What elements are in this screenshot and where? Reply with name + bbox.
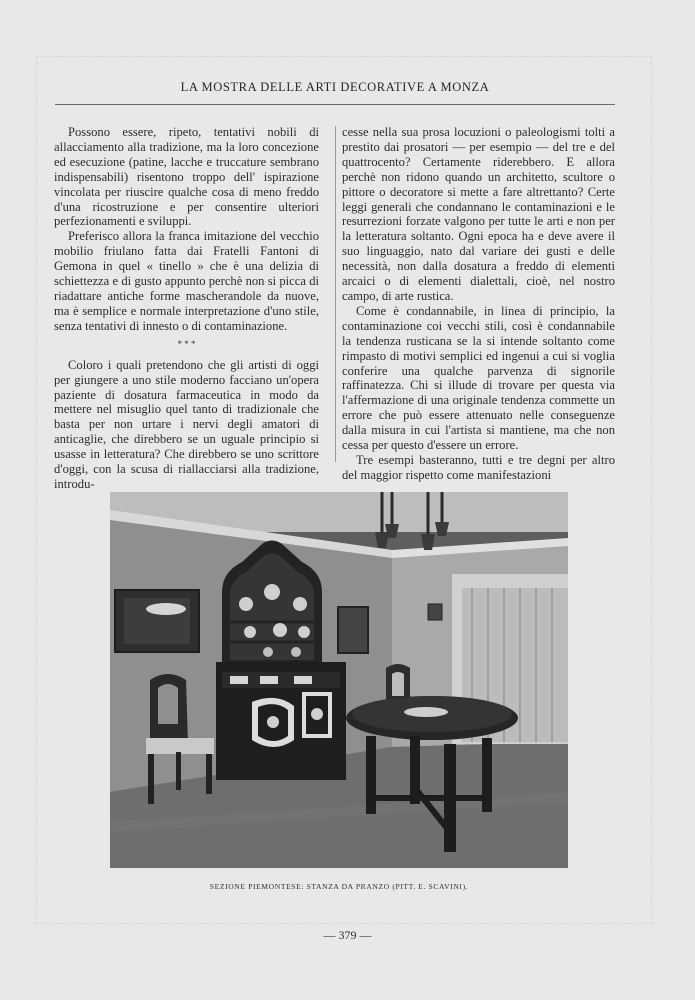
section-asterism — [54, 340, 319, 348]
left-paragraph-2: Preferisco allora la franca imitazione del vecchio mobilio friulano fatta dai Fratelli Fantoni di Gemona in quel « tinello » che è una delizia di schiettezza e di gusto appunto perchè non si picca di riadattare antiche forme mascherandole da nuove, ma è semplice e normale interpretazione d'uno stile, senza tentativi di innesto o di contaminazione. — [54, 229, 319, 333]
header-rule — [55, 104, 615, 105]
left-paragraph-1: Possono essere, ripeto, tentativi nobili di allacciamento alla tradizione, ma la loro concezione ed esecuzione (patine, lacche e truccature sembrano indispensabili) risentono troppo dell' ispirazione vincolata per riuscire qualche cosa di meno freddo d'una ricostruzione e per consentire ulteriori perfezionamenti e sviluppi. — [54, 125, 319, 229]
page-number: — 379 — — [323, 928, 372, 942]
right-continuation: cesse nella sua prosa locuzioni o paleologismi tolti a prestito dai prosatori — per esempio — del tre e del quattrocento? Certamente riderebbero. E allora perchè non ridono quando un architetto, scultore o pittore o decoratore si mette a fare altrettanto? Certe leggi generali che condannano le contaminazioni e le resurrezioni forzate valgono per tutte le arti e non per la letteratura soltanto. Ogni epoca ha e deve avere il suo linguaggio, nato dal variare dei gusti e delle necessità, non dalla dosatura a freddo di elementi arcaici o di elementi dialettali, cioè, nel nostro campo, di arte rustica. — [342, 125, 615, 303]
right-column — [342, 125, 615, 483]
left-column — [54, 125, 319, 492]
asterism-glyph: * * * — [177, 338, 196, 349]
right-paragraph-1: Come è condannabile, in linea di principio, la contaminazione coi vecchi stili, così è condannabile la tendenza rusticana se la si intende soltanto come rimpasto di motivi semplici ed ingenui a cui si voglia conferire una qualche parvenza di signorile raffinatezza. Chi si illude di trovare per questa via l'affermazione di una originale tendenza commette un errore che può essere attenuato nelle conseguenze dalla misura in cui l'artista si mantiene, ma che non cessa per questo d'essere un errore. — [342, 303, 615, 453]
dining-room-illustration — [110, 492, 568, 868]
left-paragraph-3: Coloro i quali pretendono che gli artisti di oggi per giungere a uno stile moderno facciano un'opera paziente di dosatura farmaceutica in modo da mettere nel misuglio quel tanto di tradizionale che basta per non urtare i nervi degli amatori di anticaglie, che direbbero se un uguale principio si usasse in letteratura? Che direbbero se uno scrittore d'oggi, con la scusa di riallacciarsi alla tradizione, introdu- — [54, 357, 319, 491]
right-paragraph-2: Tre esempi basteranno, tutti e tre degni per altro del maggior rispetto come manifestazioni — [342, 452, 615, 482]
running-title: LA MOSTRA DELLE ARTI DECORATIVE A MONZA — [180, 80, 490, 94]
dining-room-photo — [110, 492, 568, 868]
column-divider — [335, 126, 336, 462]
figure-caption: SEZIONE PIEMONTESE: STANZA DA PRANZO (PITT. E. SCAVINI). — [209, 882, 469, 891]
